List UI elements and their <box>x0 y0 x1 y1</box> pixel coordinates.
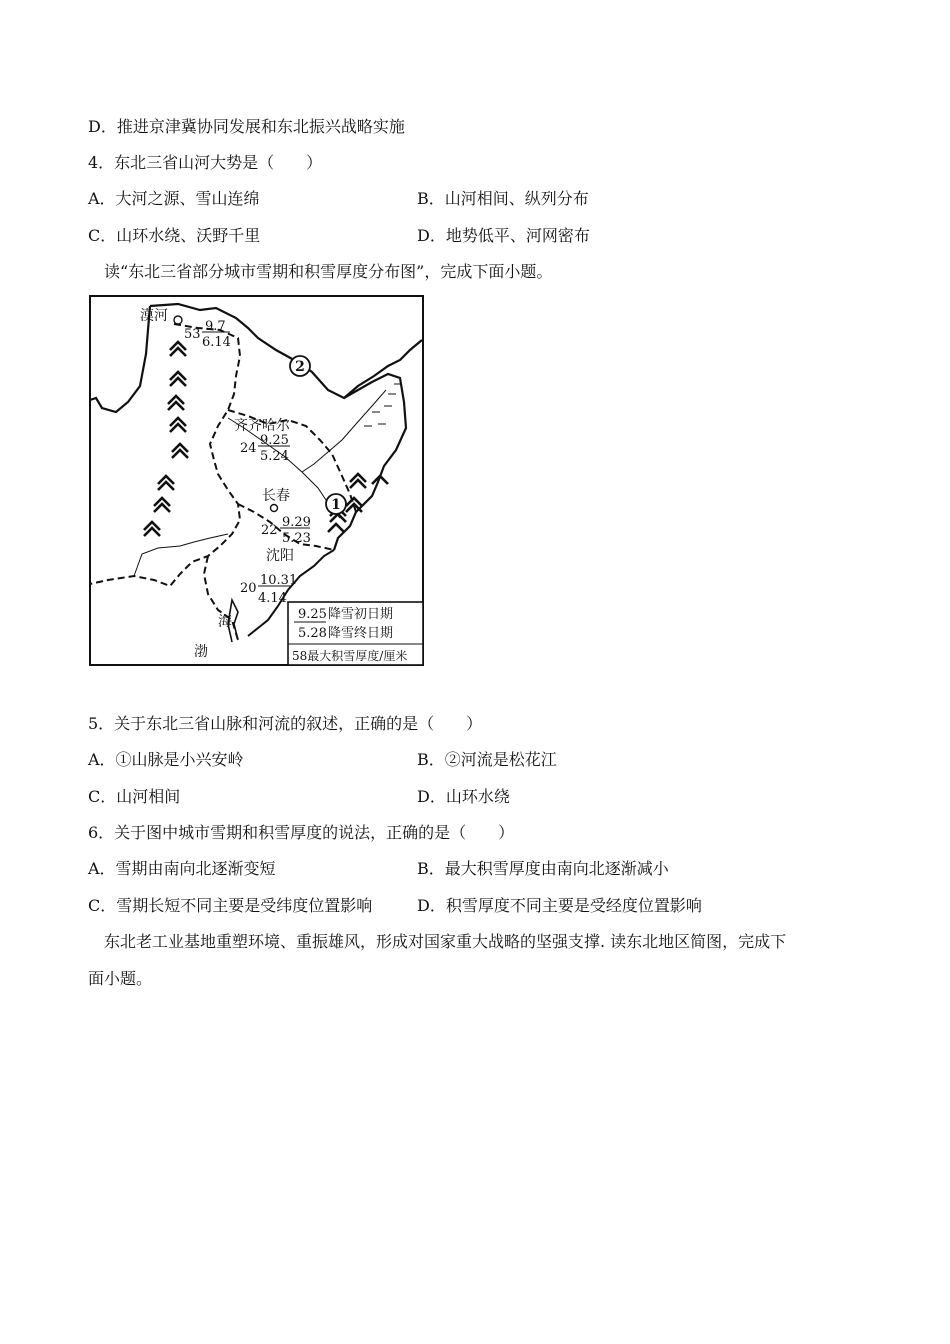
start-shenyang: 10.31 <box>260 573 298 588</box>
city-name-changchun: 长春 <box>262 488 290 504</box>
sea-label-bo: 渤 <box>194 644 208 660</box>
marker-2-label: 2 <box>295 359 305 375</box>
city-name-qiqihar: 齐齐哈尔 <box>234 418 290 434</box>
q5-stem: 5．关于东北三省山脉和河流的叙述，正确的是（ ） <box>88 714 483 733</box>
next-intro-line2: 面小题。 <box>88 969 153 988</box>
start-qiqihar: 9.25 <box>260 433 289 448</box>
depth-changchun: 22 <box>261 523 278 538</box>
legend-end-label: 降雪终日期 <box>328 626 394 641</box>
q4-option-a: A．大河之源、雪山连绵 <box>88 189 260 208</box>
map-intro: 读“东北三省部分城市雪期和积雪厚度分布图”，完成下面小题。 <box>104 262 553 281</box>
legend-depth: 58最大积雪厚度/厘米 <box>292 649 408 663</box>
marker-1-label: 1 <box>331 497 341 513</box>
q4-option-b: B．山河相间、纵列分布 <box>417 189 589 208</box>
q5-option-b: B．②河流是松花江 <box>417 750 557 769</box>
city-name-shenyang: 沈阳 <box>266 548 294 564</box>
q5-option-c: C．山河相间 <box>88 787 181 806</box>
end-mohe: 6.14 <box>202 335 231 350</box>
city-name-mohe: 漠河 <box>140 308 168 324</box>
q3-option-d: D．推进京津冀协同发展和东北振兴战略实施 <box>88 117 405 136</box>
depth-shenyang: 20 <box>240 581 257 596</box>
legend-end-value: 5.28 <box>298 626 327 641</box>
end-changchun: 5.23 <box>282 531 311 546</box>
snow-map <box>88 294 426 668</box>
sea-label-hai: 海 <box>218 614 232 630</box>
q5-option-d: D．山环水绕 <box>417 787 510 806</box>
q6-stem: 6．关于图中城市雪期和积雪厚度的说法，正确的是（ ） <box>88 823 515 842</box>
start-changchun: 9.29 <box>282 515 311 530</box>
next-intro-line1: 东北老工业基地重塑环境、重振雄风，形成对国家重大战略的坚强支撑. 读东北地区简图，完成下 <box>104 932 787 951</box>
legend-start-value: 9.25 <box>298 607 327 622</box>
legend-start-label: 降雪初日期 <box>328 607 394 622</box>
end-qiqihar: 5.24 <box>260 449 289 464</box>
q6-option-c: C．雪期长短不同主要是受纬度位置影响 <box>88 896 373 915</box>
start-mohe: 9.7 <box>205 319 226 334</box>
city-dot-mohe <box>174 316 182 324</box>
q4-option-c: C．山环水绕、沃野千里 <box>88 226 261 245</box>
q6-option-d: D．积雪厚度不同主要是受经度位置影响 <box>417 896 702 915</box>
end-shenyang: 4.14 <box>258 591 287 606</box>
depth-mohe: 53 <box>184 327 201 342</box>
q4-option-d: D．地势低平、河网密布 <box>417 226 590 245</box>
q4-stem: 4．东北三省山河大势是（ ） <box>88 153 323 172</box>
snow-map-figure <box>88 294 426 668</box>
q6-option-a: A．雪期由南向北逐渐变短 <box>88 859 276 878</box>
depth-qiqihar: 24 <box>240 441 257 456</box>
q6-option-b: B．最大积雪厚度由南向北逐渐减小 <box>417 859 669 878</box>
city-dot-changchun <box>271 505 278 512</box>
q5-option-a: A．①山脉是小兴安岭 <box>88 750 244 769</box>
